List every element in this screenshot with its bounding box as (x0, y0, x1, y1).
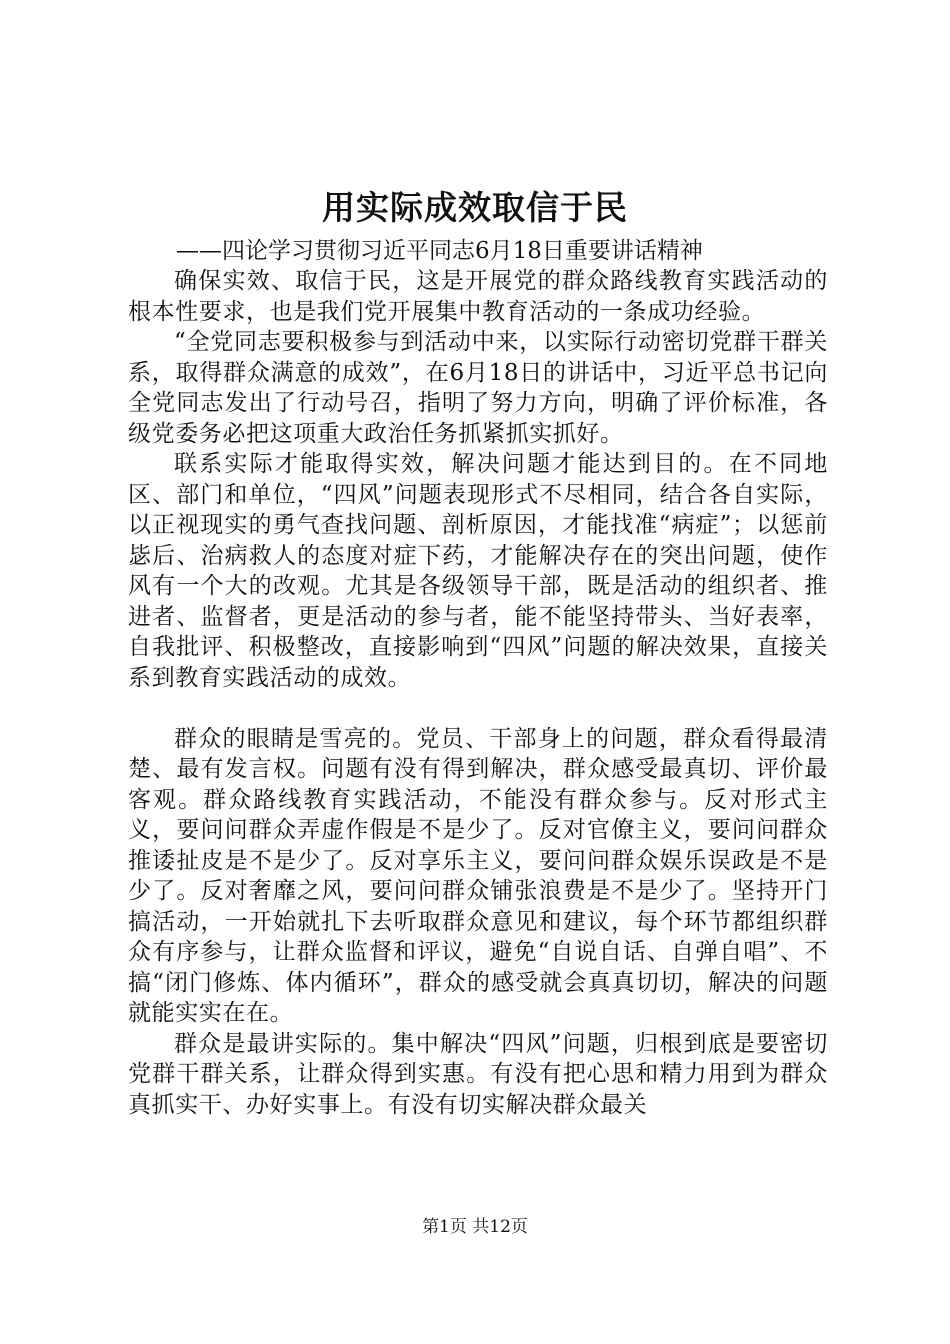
document-subtitle: ——四论学习贯彻习近平同志6月18日重要讲话精神 (176, 238, 703, 264)
document-title: 用实际成效取信于民 (322, 188, 628, 227)
paragraph: 群众的眼睛是雪亮的。党员、干部身上的问题，群众看得最清楚、最有发言权。问题有没有得到解决，群众感受最真切、评价最客观。群众路线教育实践活动，不能没有群众参与。反对形式主义，要问问群众弄虚作假是不是少了。反对官僚主义，要问问群众推诿扯皮是不是少了。反对享乐主义，要问问群众娱乐误政是不是少了。反对奢靡之风，要问问群众铺张浪费是不是少了。坚持开门搞活动，一开始就扎下去听取群众意见和建议，每个环节都组织群众有序参与，让群众监督和评议，避免“自说自话、自弹自唱”、不搞“闭门修炼、体内循环”，群众的感受就会真真切切，解决的问题就能实实在在。 (128, 725, 828, 1026)
paragraph: “全党同志要积极参与到活动中来，以实际行动密切党群干群关系，取得群众满意的成效”，在6月18日的讲话中，习近平总书记向全党同志发出了行动号召，指明了努力方向，明确了评价标准，各级党委务必把这项重大政治任务抓紧抓实抓好。 (128, 329, 828, 447)
paragraph: 确保实效、取信于民，这是开展党的群众路线教育实践活动的根本性要求，也是我们党开展集中教育活动的一条成功经验。 (128, 268, 828, 325)
document-body (128, 266, 828, 1120)
page-number-footer: 第1页 共12页 (422, 1217, 528, 1237)
paragraph: 群众是最讲实际的。集中解决“四风”问题，归根到底是要密切党群干群关系，让群众得到实惠。有没有把心思和精力用到为群众真抓实干、办好实事上。有没有切实解决群众最关 (128, 1030, 828, 1118)
paragraph: 联系实际才能取得实效，解决问题才能达到目的。在不同地区、部门和单位，“四风”问题表现形式不尽相同，结合各自实际，以正视现实的勇气查找问题、剖析原因，才能找准“病症”；以惩前毖后、治病救人的态度对症下药，才能解决存在的突出问题，使作风有一个大的改观。尤其是各级领导干部，既是活动的组织者、推进者、监督者，更是活动的参与者，能不能坚持带头、当好表率，自我批评、积极整改，直接影响到“四风”问题的解决效果，直接关系到教育实践活动的成效。 (128, 451, 828, 691)
